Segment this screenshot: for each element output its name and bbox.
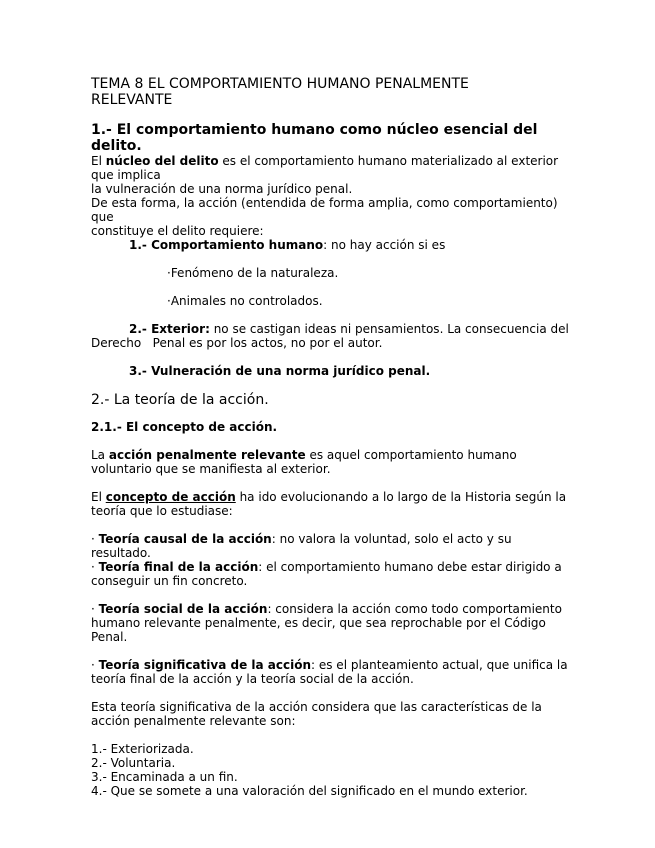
list-item: 1.- Exteriorizada. [91, 742, 194, 756]
requirement-2: 2.- Exterior: no se castigan ideas ni pensamientos. La consecuencia del [129, 322, 569, 336]
theory-causal: · Teoría causal de la acción: no valora la voluntad, solo el acto y su [91, 532, 512, 546]
theory-final: · Teoría final de la acción: el comportamiento humano debe estar dirigido a [91, 560, 562, 574]
section-1-paragraph-1: El núcleo del delito es el comportamiento humano materializado al exterior [91, 154, 559, 168]
section-1-paragraph-2: De esta forma, la acción (entendida de forma amplia, como comportamiento) [91, 196, 558, 210]
paragraph-concepto: El concepto de acción ha ido evolucionando a lo largo de la Historia según la [91, 490, 567, 504]
paragraph-esta-teoria: Esta teoría significativa de la acción considera que las características de la [91, 700, 542, 714]
document-page: TEMA 8 EL COMPORTAMIENTO HUMANO PENALMENTE RELEVANTE 1.- El comportamiento humano como núcleo esencial del delito. El núcleo del delito es el comportamiento humano materializado al exterior que implica la vulneración de una norma jurídico penal. De esta forma, la acción (entendida de forma amplia, como comportamiento) que constituye el delito requiere: 1.- Comportamiento humano: no hay acción si es ·Fenómeno de la naturaleza. ·Animales no controlados. 2.- Exterior: no se castigan ideas ni pensamientos. La consecuencia del Derecho Penal es por los actos, no por el autor. 3.- Vulneración de una norma jurídico penal. 2.- La teoría de la acción. 2.1.- El concepto de acción. La acción penalmente relevante es aquel comportamiento humano voluntario que se manifiesta al exterior. El concepto de acción ha ido evolucionando a lo largo de la Historia según la teoría que lo estudiase: · Teoría causal de la acción: no valora la voluntad, solo el acto y su resultado. · Teoría final de la acción: el comportamiento humano debe estar dirigido a conseguir un fin concreto. · Teoría social de la acción: considera la acción como todo comportamiento humano relevante penalmente, es decir, que sea reprochable por el Código Penal. · Teoría significativa de la acción: es el planteamiento actual, que unifica la teoría final de la acción y la teoría social de la acción. Esta teoría significativa de la acción considera que las características de la acción penalmente relevante son: 1.- Exteriorizada. 2.- Voluntaria. 3.- Encaminada a un fin. 4.- Que se somete a una valoración del significado en el mundo exterior. [91, 76, 571, 798]
paragraph-accion: La acción penalmente relevante es aquel comportamiento humano [91, 448, 517, 462]
theory-significativa: · Teoría significativa de la acción: es el planteamiento actual, que unifica la [91, 658, 568, 672]
requirement-3: 3.- Vulneración de una norma jurídico penal. [129, 364, 431, 378]
requirement-1: 1.- Comportamiento humano: no hay acción si es [129, 238, 446, 252]
list-item: 4.- Que se somete a una valoración del significado en el mundo exterior. [91, 784, 528, 798]
section-2-heading: 2.- La teoría de la acción. [91, 392, 269, 408]
list-item: 3.- Encaminada a un fin. [91, 770, 238, 784]
characteristics-list [91, 742, 571, 798]
list-item: 2.- Voluntaria. [91, 756, 176, 770]
section-1-heading: 1.- El comportamiento humano como núcleo esencial del delito. [91, 122, 538, 154]
document-title: TEMA 8 EL COMPORTAMIENTO HUMANO PENALMENTE RELEVANTE [91, 76, 469, 108]
requirement-1-sub-1: ·Fenómeno de la naturaleza. [167, 266, 339, 280]
section-2-1-heading: 2.1.- El concepto de acción. [91, 420, 278, 434]
theory-social: · Teoría social de la acción: considera la acción como todo comportamiento [91, 602, 562, 616]
requirement-1-sub-2: ·Animales no controlados. [167, 294, 323, 308]
